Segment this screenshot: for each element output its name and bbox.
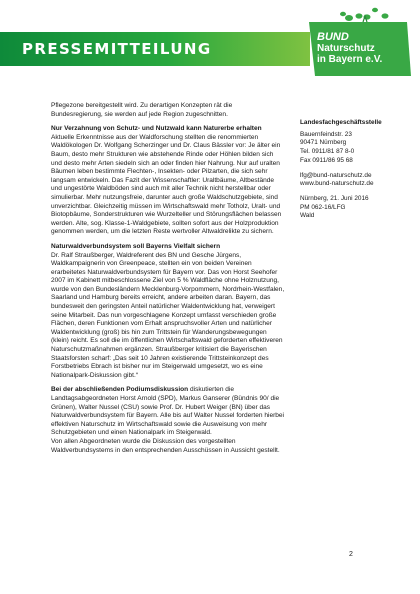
office-city: 90471 Nürnberg <box>300 139 347 147</box>
contact-sidebar <box>300 119 410 221</box>
logo-line1: BUND <box>317 31 349 43</box>
page-header <box>0 0 420 83</box>
section-text: Aktuelle Erkenntnisse aus der Waldforschung stellten die renommierten Waldökologen Dr. Wolfgang Scherzinger und Dr. Claus Bässler vor: Je älter ein Baum, desto mehr Strukturen wie abstehende Rinde oder Höhlen bilden sich und desto mehr Arten siedeln sich an oder finden hier Nahrung. Nur auf uralten Bäumen leben bestimmte Flechten-, Insekten- oder Pilzarten, die sich sehr langsam entwickeln. Das Fazit der Wissenschaftler: Uraltbäume, Altbestände und ungestörte Waldböden sind auch mit aller Technik nicht herstellbar oder simulierbar. Mehr nutzungsfreie, darunter auch große Waldschutzgebiete, sind unverzichtbar. Gleichzeitig müssen im Wirtschaftswald mehr Totholz, Uralt- und Biotopbäume, Sonderstrukturen wie Wurzelteller und Störungsflächen belassen werden. Alte, sog. Klasse-1-Waldgebiete, sollten sofort aus der Holzproduktion genommen werden, um die letzten Reste wertvoller Altwaldrelikte zu sichern. <box>51 133 282 236</box>
section-text: diskutierten die Landtagsabgeordneten Horst Arnold (SPD), Markus Ganserer (Bündnis 90/ die Grünen), Walter Nussel (CSU) sowie Prof. Dr. Hubert Weiger (BN) über das Naturwaldverbundsystem für Bayern. Alle bis auf Walter Nussel forderten hierbei effektiven Naturschutz im Wirtschaftswald sowie die Ausweisung von mehr Schutzgebieten und einen Nationalpark im Steigerwald. <box>51 386 285 437</box>
section-text: Dr. Ralf Straußberger, Waldreferent des BN und Gesche Jürgens, Waldkampaignerin von Greenpeace, stellten ein von beiden Vereinen erarbeitetes Naturwaldverbundsystem für Bayern vor. Das von Horst Seehofer 2007 im Kabinett mitbeschlossene Ziel von 5 % Waldfläche ohne Holznutzung, wurde von den Bundesländern Mecklenburg-Vorpommern, Nordrhein-Westfalen, Saarland und Hamburg bereits erreicht, andere arbeiten daran. Bayern, das bundesweit den geringsten Anteil natürlicher Waldentwicklung hat, verweigert seine Mitarbeit. Das nun vorgeschlagene Konzept umfasst verschieden große Flächen, deren Funktionen vom Erhalt anspruchsvoller Arten und natürlicher Waldentwicklung (groß) bis hin zum Trittstein für Wanderungsbewegungen (klein) reicht. Es soll die im öffentlichen Wirtschaftswald geforderten effektiveren Naturschutzmaßnahmen ergänzen. <box>51 251 285 354</box>
office-name: Landesfachgeschäftsstelle <box>300 119 382 126</box>
page-number: 2 <box>349 551 353 558</box>
page-title: PRESSEMITTEILUNG <box>22 40 212 58</box>
office-phone: Tel. 0911/81 87 8-0 <box>300 148 355 156</box>
office-fax: Fax 0911/86 95 68 <box>300 156 353 164</box>
section-quote: Straußberger kritisiert die Bayerischen Staatsforsten scharf: „Das seit 10 Jahren existierende Trittsteinkonzept des Forstbetriebs Ebrach ist bisher nur im Steigerwald umgesetzt, wo es eine Nationalpark-Diskussion gibt.“ <box>51 346 269 379</box>
section-podiumsdiskussion <box>51 386 285 455</box>
bund-logo <box>303 4 415 82</box>
logo-text <box>317 32 382 65</box>
release-reference: PM 062-16/LFG <box>300 203 346 211</box>
section-naturwaldverbund <box>51 243 285 381</box>
release-date: Nürnberg, 21. Juni 2016 <box>300 194 369 202</box>
office-street: Bauernfeindstr. 23 <box>300 130 352 138</box>
office-website: www.bund-naturschutz.de <box>300 180 374 188</box>
section-closing: Von allen Abgeordneten wurde die Diskussion des vorgestellten Waldverbundsystems in den entsprechenden Ausschüssen in Aussicht gestellt. <box>51 437 280 454</box>
section-title: Naturwaldverbundsystem soll Bayerns Vielfalt sichern <box>51 242 221 250</box>
release-topic: Wald <box>300 212 315 220</box>
section-title: Nur Verzahnung von Schutz- und Nutzwald kann Naturerbe erhalten <box>51 125 262 133</box>
logo-line3: in Bayern e.V. <box>317 54 383 65</box>
logo-line2: Naturschutz <box>317 43 375 54</box>
section-schutz-nutzwald <box>51 125 285 237</box>
intro-paragraph: Pflegezone bereitgestellt wird. Zu derartigen Konzepten rät die Bundesregierung, sie werden auf jede Region zugeschnitten. <box>51 102 233 118</box>
section-lead: Bei der abschließenden Podiumsdiskussion <box>51 386 189 394</box>
office-email: lfg@bund-naturschutz.de <box>300 171 372 179</box>
press-release-body <box>51 102 285 461</box>
